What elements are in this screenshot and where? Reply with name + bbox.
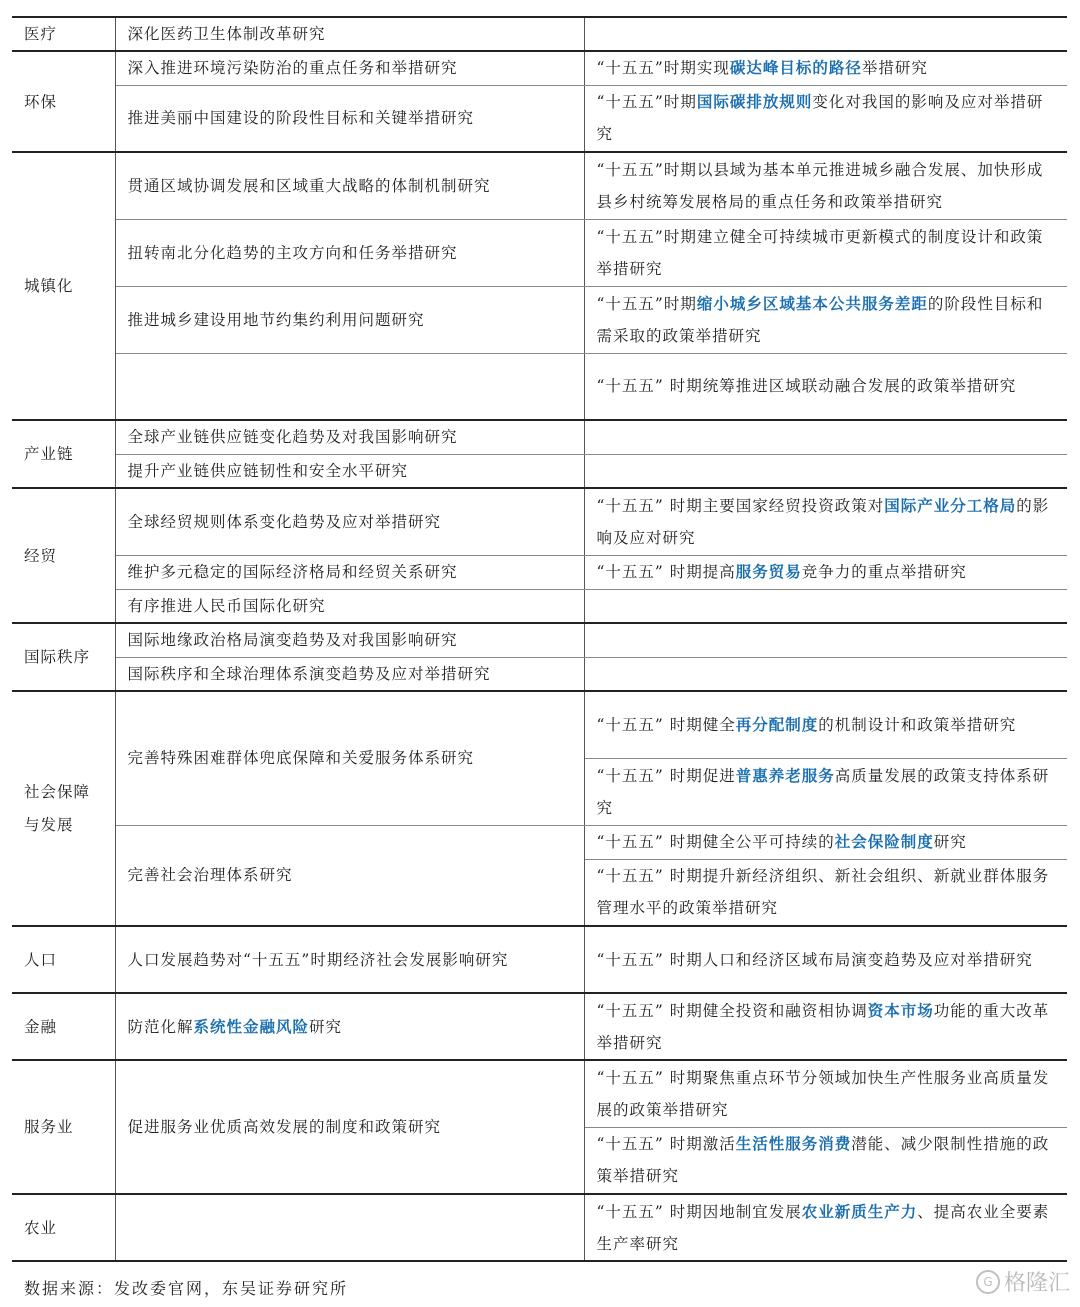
text-segment: “十五五”时期实现 [596, 59, 730, 78]
sub-topic-cell [584, 825, 1067, 859]
highlight-text: 再分配制度 [735, 714, 819, 734]
text-segment: 潜能、减少限制性措施的政策举措研究 [596, 1135, 1050, 1186]
text-segment: “十五五” 时期健全投资和融资相协调 [596, 1001, 868, 1020]
text-segment: “十五五” 时期统筹推进区域联动融合发展的政策举措研究 [596, 377, 1017, 396]
text-segment: “十五五”时期 [596, 294, 697, 313]
table-row [12, 488, 1067, 555]
table-row [12, 420, 1067, 454]
sub-topic-cell [584, 420, 1067, 454]
sub-topic-cell [584, 219, 1067, 286]
research-topic-cell: 有序推进人民币国际化研究 [115, 589, 584, 623]
table-row [12, 219, 1067, 286]
text-segment: 的阶段性目标和需采取的政策举措研究 [596, 294, 1044, 345]
sub-topic-cell [584, 758, 1067, 825]
text-segment: 高质量发展的政策支持体系研究 [596, 766, 1050, 817]
sub-topic-cell [584, 1127, 1067, 1194]
table-row [12, 17, 1067, 51]
table-row [12, 623, 1067, 657]
table-row [12, 353, 1067, 420]
sub-topic-cell [584, 353, 1067, 420]
table-row [12, 993, 1067, 1060]
research-topic-cell [115, 353, 584, 420]
category-cell: 城镇化 [12, 152, 115, 420]
sub-topic-cell [584, 993, 1067, 1060]
sub-topic-cell [584, 589, 1067, 623]
table-row [12, 926, 1067, 993]
research-topic-cell: 扭转南北分化趋势的主攻方向和任务举措研究 [115, 219, 584, 286]
table-row [12, 51, 1067, 85]
research-topic-cell: 深化医药卫生体制改革研究 [115, 17, 584, 51]
research-topic-cell: 国际地缘政治格局演变趋势及对我国影响研究 [115, 623, 584, 657]
research-topic-cell: 提升产业链供应链韧性和安全水平研究 [115, 454, 584, 488]
table-row [12, 85, 1067, 152]
highlight-text: 资本市场 [867, 1000, 934, 1020]
text-segment: “十五五” 时期提高 [596, 563, 736, 581]
category-cell: 人口 [12, 926, 115, 993]
category-cell: 金融 [12, 993, 115, 1060]
highlight-text: 社会保险制度 [834, 832, 934, 851]
highlight-text: 国际碳排放规则 [696, 92, 813, 112]
sub-topic-cell [584, 152, 1067, 219]
category-cell: 经贸 [12, 488, 115, 623]
text-segment: “十五五” 时期聚焦重点环节分领域加快生产性服务业高质量发展的政策举措研究 [596, 1068, 1050, 1119]
category-cell: 环保 [12, 51, 115, 152]
sub-topic-cell [584, 51, 1067, 85]
text-segment: 、提高农业全要素生产率研究 [596, 1202, 1050, 1253]
watermark [976, 1266, 1070, 1297]
table-row [12, 286, 1067, 353]
highlight-text: 碳达峰目标的路径 [729, 58, 862, 78]
sub-topic-cell [584, 286, 1067, 353]
text-segment: “十五五”时期 [596, 93, 697, 112]
research-topic-cell: 人口发展趋势对“十五五”时期经济社会发展影响研究 [115, 926, 584, 993]
text-segment: “十五五” 时期主要国家经贸投资政策对 [596, 496, 885, 515]
table-row [12, 1060, 1067, 1127]
sub-topic-cell [584, 859, 1067, 926]
category-cell: 服务业 [12, 1060, 115, 1194]
text-segment: “十五五” 时期促进 [596, 766, 736, 785]
text-segment: “十五五” 时期激活 [596, 1135, 736, 1154]
sub-topic-cell [584, 454, 1067, 488]
table-row [12, 555, 1067, 589]
sub-topic-cell [584, 17, 1067, 51]
sub-topic-cell [584, 85, 1067, 152]
sub-topic-cell [584, 555, 1067, 589]
highlight-text: 系统性金融风险 [193, 1016, 310, 1036]
sub-topic-cell [584, 1060, 1067, 1127]
research-topic-cell: 深入推进环境污染防治的重点任务和举措研究 [115, 51, 584, 85]
text-segment: 研究 [309, 1017, 343, 1036]
highlight-text: 农业新质生产力 [801, 1201, 918, 1221]
watermark-text: 格隆汇 [1003, 1271, 1070, 1296]
research-topic-cell: 完善社会治理体系研究 [115, 825, 584, 926]
table-row [12, 152, 1067, 219]
text-segment: 竞争力的重点举措研究 [801, 563, 967, 581]
text-segment: 研究 [933, 833, 967, 851]
text-segment: “十五五”时期建立健全可持续城市更新模式的制度设计和政策举措研究 [596, 227, 1044, 278]
category-cell: 医疗 [12, 17, 115, 51]
sub-topic-cell [584, 926, 1067, 993]
text-segment: “十五五” 时期健全 [596, 715, 736, 734]
research-topic-cell: 维护多元稳定的国际经济格局和经贸关系研究 [115, 555, 584, 589]
sub-topic-cell [584, 623, 1067, 657]
text-segment: 举措研究 [861, 59, 928, 78]
research-topic-cell: 完善特殊困难群体兜底保障和关爱服务体系研究 [115, 691, 584, 825]
watermark-logo-icon: G [976, 1270, 1000, 1294]
category-cell: 社会保障与发展 [12, 691, 115, 926]
text-segment: 变化对我国的影响及应对举措研究 [596, 93, 1044, 144]
highlight-text: 服务贸易 [735, 562, 802, 581]
table-row [12, 691, 1067, 758]
research-topic-cell: 全球产业链供应链变化趋势及对我国影响研究 [115, 420, 584, 454]
research-topic-cell: 推进美丽中国建设的阶段性目标和关键举措研究 [115, 85, 584, 152]
table-row [12, 825, 1067, 859]
text-segment: 功能的重大改革举措研究 [596, 1001, 1050, 1052]
text-segment: “十五五” 时期因地制宜发展 [596, 1202, 802, 1221]
research-topic-cell [115, 993, 584, 1060]
text-segment: 防范化解 [127, 1017, 194, 1036]
text-segment: 的影响及应对研究 [596, 496, 1050, 547]
highlight-text: 普惠养老服务 [735, 765, 835, 785]
table-row [12, 454, 1067, 488]
sub-topic-cell [584, 657, 1067, 691]
text-segment: “十五五”时期以县域为基本单元推进城乡融合发展、加快形成县乡村统筹发展格局的重点任务和政策举措研究 [596, 160, 1044, 211]
research-topic-cell: 贯通区域协调发展和区域重大战略的体制机制研究 [115, 152, 584, 219]
sub-topic-cell [584, 488, 1067, 555]
table-row [12, 657, 1067, 691]
highlight-text: 国际产业分工格局 [884, 495, 1017, 515]
sub-topic-cell [584, 691, 1067, 758]
category-cell: 国际秩序 [12, 623, 115, 691]
category-cell: 农业 [12, 1194, 115, 1261]
research-topic-cell [115, 1194, 584, 1261]
table-row [12, 1194, 1067, 1261]
sub-topic-cell [584, 1194, 1067, 1261]
table-row [12, 589, 1067, 623]
research-topics-table [12, 16, 1067, 1262]
research-topic-cell: 推进城乡建设用地节约集约利用问题研究 [115, 286, 584, 353]
data-source-note: 数据来源：发改委官网，东吴证券研究所 [24, 1279, 349, 1298]
highlight-text: 缩小城乡区域基本公共服务差距 [696, 293, 928, 313]
research-topic-cell: 促进服务业优质高效发展的制度和政策研究 [115, 1060, 584, 1194]
highlight-text: 生活性服务消费 [735, 1134, 852, 1154]
research-topic-cell: 国际秩序和全球治理体系演变趋势及应对举措研究 [115, 657, 584, 691]
text-segment: 的机制设计和政策举措研究 [818, 715, 1017, 734]
text-segment: “十五五” 时期人口和经济区域布局演变趋势及应对举措研究 [596, 950, 1033, 969]
text-segment: “十五五” 时期健全公平可持续的 [596, 833, 835, 851]
research-topic-cell: 全球经贸规则体系变化趋势及应对举措研究 [115, 488, 584, 555]
category-cell: 产业链 [12, 420, 115, 488]
text-segment: “十五五” 时期提升新经济组织、新社会组织、新就业群体服务管理水平的政策举措研究 [596, 867, 1050, 918]
